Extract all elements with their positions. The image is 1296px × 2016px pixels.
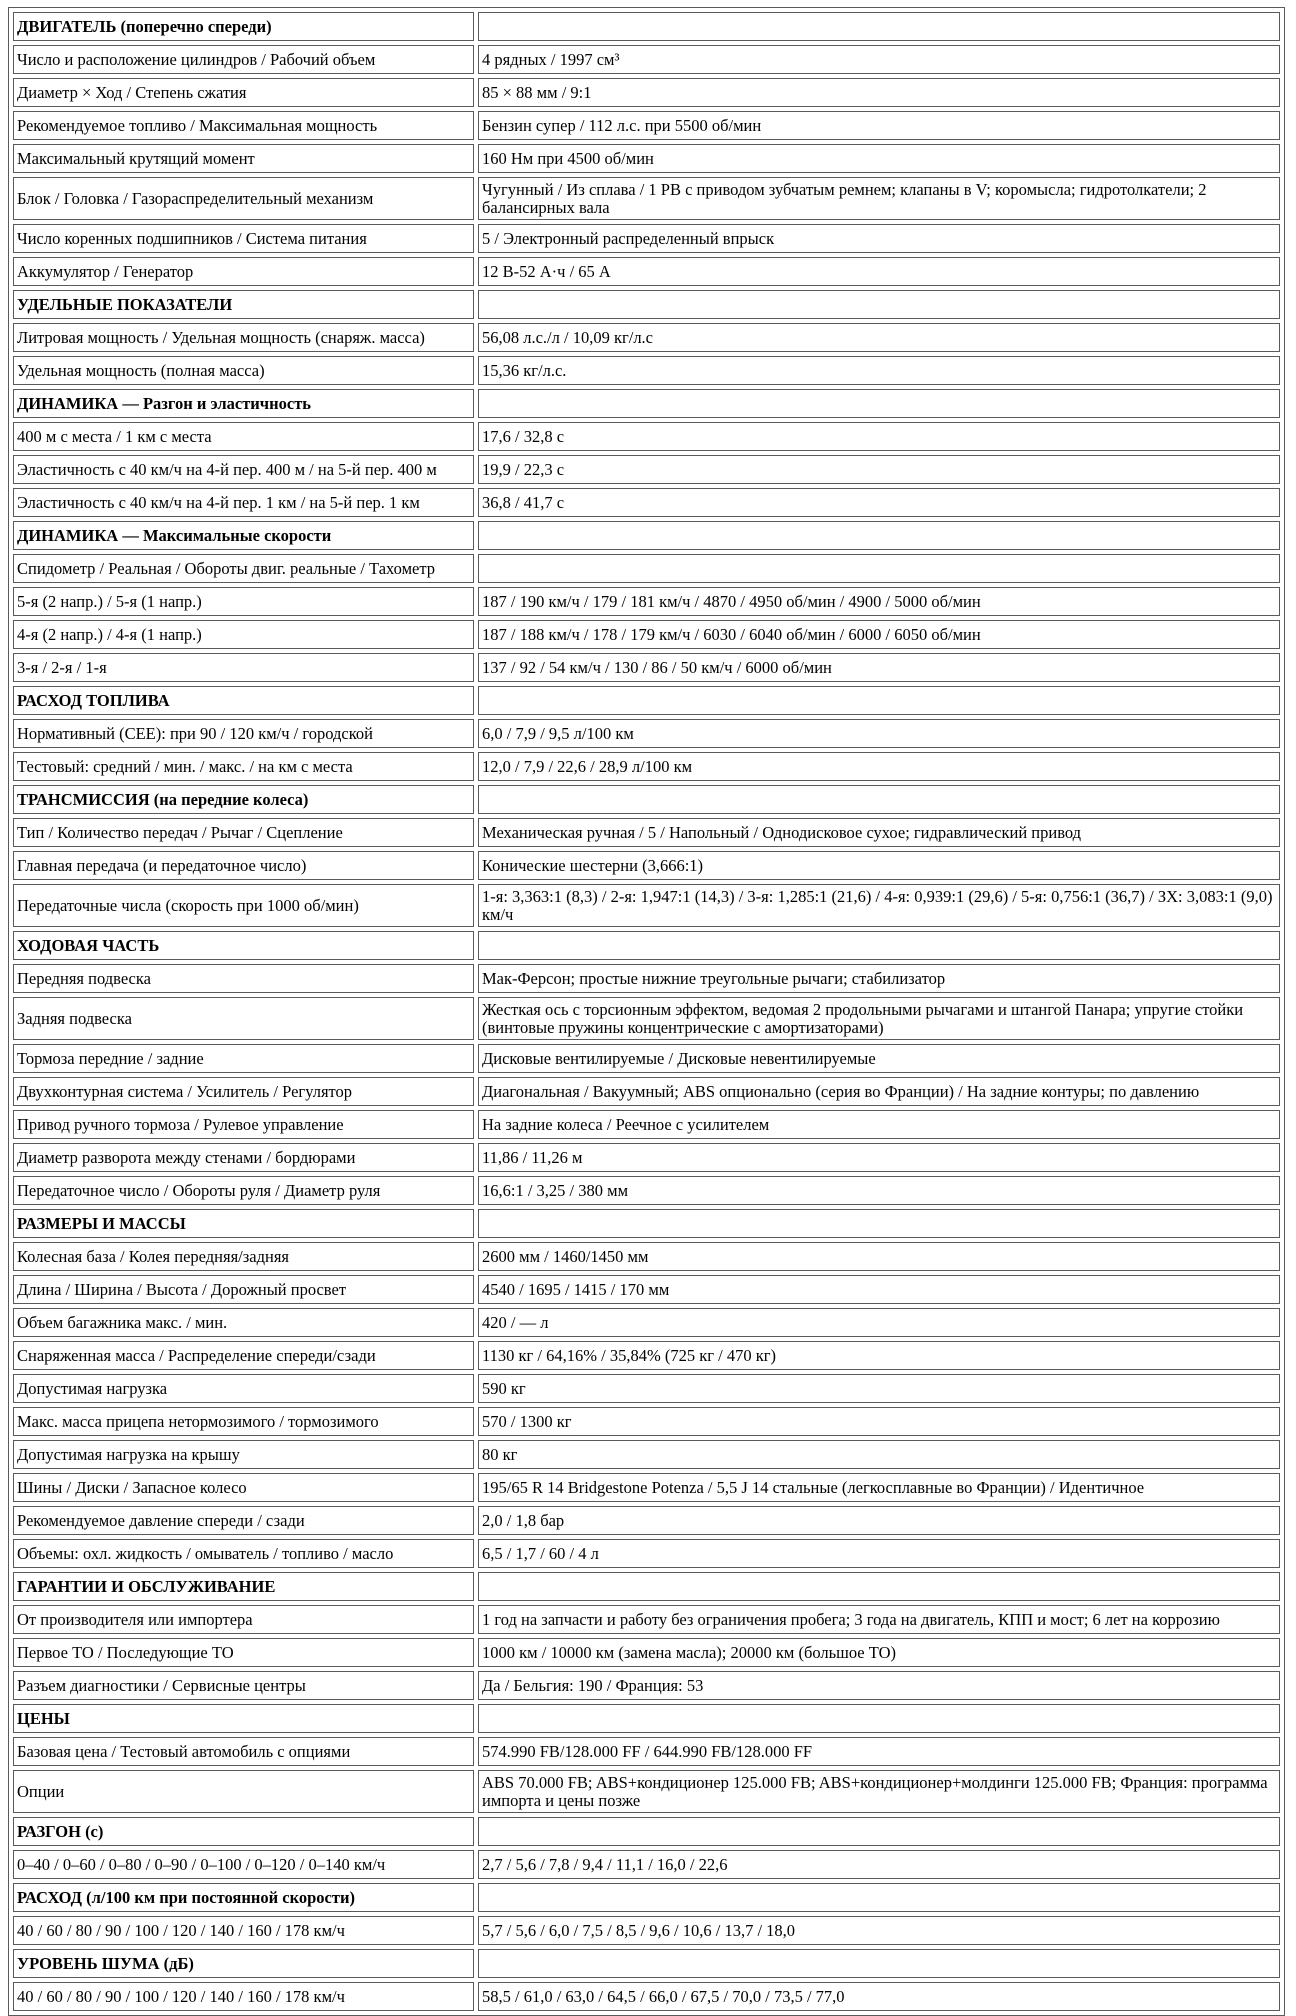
- spec-row: [13, 1308, 1280, 1337]
- spec-label: 3-я / 2-я / 1-я: [13, 653, 474, 682]
- spec-label: 40 / 60 / 80 / 90 / 100 / 120 / 140 / 160 / 178 км/ч: [13, 1916, 474, 1945]
- spec-value: 85 × 88 мм / 9:1: [478, 78, 1280, 107]
- spec-label: Главная передача (и передаточное число): [13, 851, 474, 880]
- spec-value: 4 рядных / 1997 см³: [478, 45, 1280, 74]
- section-title: ХОДОВАЯ ЧАСТЬ: [13, 931, 474, 960]
- spec-row: [13, 422, 1280, 451]
- section-header-row: [13, 931, 1280, 960]
- section-header-row: [13, 1209, 1280, 1238]
- spec-value: 574.990 FB/128.000 FF / 644.990 FB/128.000 FF: [478, 1737, 1280, 1766]
- spec-label: Литровая мощность / Удельная мощность (снаряж. масса): [13, 323, 474, 352]
- spec-label: 4-я (2 напр.) / 4-я (1 напр.): [13, 620, 474, 649]
- spec-row: [13, 45, 1280, 74]
- spec-row: [13, 1275, 1280, 1304]
- spec-value: Бензин супер / 112 л.с. при 5500 об/мин: [478, 111, 1280, 140]
- spec-label: Двухконтурная система / Усилитель / Регулятор: [13, 1077, 474, 1106]
- section-title: ТРАНСМИССИЯ (на передние колеса): [13, 785, 474, 814]
- spec-label: Передаточное число / Обороты руля / Диаметр руля: [13, 1176, 474, 1205]
- spec-value: Дисковые вентилируемые / Дисковые невентилируемые: [478, 1044, 1280, 1073]
- spec-row: [13, 997, 1280, 1040]
- spec-row: [13, 1850, 1280, 1879]
- spec-table-body: [13, 12, 1280, 2011]
- spec-value: 17,6 / 32,8 с: [478, 422, 1280, 451]
- spec-value: 4540 / 1695 / 1415 / 170 мм: [478, 1275, 1280, 1304]
- spec-label: Эластичность с 40 км/ч на 4-й пер. 400 м / на 5-й пер. 400 м: [13, 455, 474, 484]
- spec-value: 187 / 190 км/ч / 179 / 181 км/ч / 4870 / 4950 об/мин / 4900 / 5000 об/мин: [478, 587, 1280, 616]
- spec-row: [13, 78, 1280, 107]
- spec-row: [13, 1638, 1280, 1667]
- spec-value: ABS 70.000 FB; ABS+кондиционер 125.000 FB; ABS+кондиционер+молдинги 125.000 FB; Франция: программа импорта и цены позже: [478, 1770, 1280, 1813]
- spec-label: Максимальный крутящий момент: [13, 144, 474, 173]
- spec-value: 15,36 кг/л.с.: [478, 356, 1280, 385]
- section-empty-cell: [478, 1949, 1280, 1978]
- spec-row: [13, 323, 1280, 352]
- section-title: РАСХОД (л/100 км при постоянной скорости): [13, 1883, 474, 1912]
- spec-value: 11,86 / 11,26 м: [478, 1143, 1280, 1172]
- spec-label: Эластичность с 40 км/ч на 4-й пер. 1 км / на 5-й пер. 1 км: [13, 488, 474, 517]
- spec-value: Механическая ручная / 5 / Напольный / Однодисковое сухое; гидравлический привод: [478, 818, 1280, 847]
- section-title: РАСХОД ТОПЛИВА: [13, 686, 474, 715]
- section-header-row: [13, 785, 1280, 814]
- spec-value: Чугунный / Из сплава / 1 РВ с приводом зубчатым ремнем; клапаны в V; коромысла; гидротолкатели; 2 балансирных вала: [478, 177, 1280, 220]
- spec-value: 195/65 R 14 Bridgestone Potenza / 5,5 J 14 стальные (легкосплавные во Франции) / Идентичное: [478, 1473, 1280, 1502]
- spec-label: Нормативный (CEE): при 90 / 120 км/ч / городской: [13, 719, 474, 748]
- spec-value: Мак-Ферсон; простые нижние треугольные рычаги; стабилизатор: [478, 964, 1280, 993]
- spec-value: 1-я: 3,363:1 (8,3) / 2-я: 1,947:1 (14,3) / 3-я: 1,285:1 (21,6) / 4-я: 0,939:1 (29,6) / 5-я: 0,756:1 (36,7) / ЗХ: 3,083:1 (9,0) км/ч: [478, 884, 1280, 927]
- spec-label: Тестовый: средний / мин. / макс. / на км с места: [13, 752, 474, 781]
- spec-row: [13, 752, 1280, 781]
- spec-row: [13, 111, 1280, 140]
- section-title: РАЗГОН (с): [13, 1817, 474, 1846]
- section-empty-cell: [478, 1572, 1280, 1601]
- spec-row: [13, 653, 1280, 682]
- spec-row: [13, 1341, 1280, 1370]
- spec-label: 5-я (2 напр.) / 5-я (1 напр.): [13, 587, 474, 616]
- spec-row: [13, 964, 1280, 993]
- spec-value: 6,5 / 1,7 / 60 / 4 л: [478, 1539, 1280, 1568]
- spec-value: Диагональная / Вакуумный; ABS опционально (серия во Франции) / На задние контуры; по давлению: [478, 1077, 1280, 1106]
- section-header-row: [13, 1817, 1280, 1846]
- spec-row: [13, 1407, 1280, 1436]
- section-empty-cell: [478, 521, 1280, 550]
- spec-label: Допустимая нагрузка на крышу: [13, 1440, 474, 1469]
- spec-row: [13, 488, 1280, 517]
- spec-row: [13, 1506, 1280, 1535]
- spec-row: [13, 587, 1280, 616]
- spec-row: [13, 1044, 1280, 1073]
- spec-value: 58,5 / 61,0 / 63,0 / 64,5 / 66,0 / 67,5 / 70,0 / 73,5 / 77,0: [478, 1982, 1280, 2011]
- section-title: УРОВЕНЬ ШУМА (дБ): [13, 1949, 474, 1978]
- spec-label: Передняя подвеска: [13, 964, 474, 993]
- spec-label: Рекомендуемое давление спереди / сзади: [13, 1506, 474, 1535]
- spec-value: 137 / 92 / 54 км/ч / 130 / 86 / 50 км/ч / 6000 об/мин: [478, 653, 1280, 682]
- spec-value: 570 / 1300 кг: [478, 1407, 1280, 1436]
- spec-label: Удельная мощность (полная масса): [13, 356, 474, 385]
- spec-table: [8, 7, 1285, 2016]
- spec-label: Блок / Головка / Газораспределительный механизм: [13, 177, 474, 220]
- spec-row: [13, 1671, 1280, 1700]
- spec-label: Диаметр разворота между стенами / бордюрами: [13, 1143, 474, 1172]
- spec-row: [13, 554, 1280, 583]
- spec-row: [13, 620, 1280, 649]
- spec-row: [13, 144, 1280, 173]
- spec-row: [13, 177, 1280, 220]
- spec-row: [13, 1110, 1280, 1139]
- section-empty-cell: [478, 290, 1280, 319]
- spec-row: [13, 1473, 1280, 1502]
- spec-row: [13, 1982, 1280, 2011]
- spec-label: 400 м с места / 1 км с места: [13, 422, 474, 451]
- section-header-row: [13, 389, 1280, 418]
- section-title: УДЕЛЬНЫЕ ПОКАЗАТЕЛИ: [13, 290, 474, 319]
- spec-label: Макс. масса прицепа нетормозимого / тормозимого: [13, 1407, 474, 1436]
- spec-row: [13, 719, 1280, 748]
- spec-label: Число и расположение цилиндров / Рабочий объем: [13, 45, 474, 74]
- section-title: ГАРАНТИИ И ОБСЛУЖИВАНИЕ: [13, 1572, 474, 1601]
- spec-value: 1130 кг / 64,16% / 35,84% (725 кг / 470 кг): [478, 1341, 1280, 1370]
- spec-label: Спидометр / Реальная / Обороты двиг. реальные / Тахометр: [13, 554, 474, 583]
- section-empty-cell: [478, 1817, 1280, 1846]
- spec-value: 16,6:1 / 3,25 / 380 мм: [478, 1176, 1280, 1205]
- spec-row: [13, 356, 1280, 385]
- spec-label: Объемы: охл. жидкость / омыватель / топливо / масло: [13, 1539, 474, 1568]
- spec-value: 80 кг: [478, 1440, 1280, 1469]
- spec-label: Тормоза передние / задние: [13, 1044, 474, 1073]
- spec-label: Снаряженная масса / Распределение спереди/сзади: [13, 1341, 474, 1370]
- section-header-row: [13, 1883, 1280, 1912]
- section-empty-cell: [478, 785, 1280, 814]
- spec-row: [13, 1143, 1280, 1172]
- section-empty-cell: [478, 1883, 1280, 1912]
- spec-row: [13, 1737, 1280, 1766]
- spec-label: Колесная база / Колея передняя/задняя: [13, 1242, 474, 1271]
- spec-row: [13, 1539, 1280, 1568]
- spec-row: [13, 257, 1280, 286]
- spec-value: 12,0 / 7,9 / 22,6 / 28,9 л/100 км: [478, 752, 1280, 781]
- spec-row: [13, 1440, 1280, 1469]
- section-title: ДИНАМИКА — Максимальные скорости: [13, 521, 474, 550]
- section-header-row: [13, 12, 1280, 41]
- section-empty-cell: [478, 12, 1280, 41]
- spec-value: Конические шестерни (3,666:1): [478, 851, 1280, 880]
- spec-row: [13, 455, 1280, 484]
- section-header-row: [13, 290, 1280, 319]
- spec-label: 0–40 / 0–60 / 0–80 / 0–90 / 0–100 / 0–120 / 0–140 км/ч: [13, 1850, 474, 1879]
- spec-value: 5 / Электронный распределенный впрыск: [478, 224, 1280, 253]
- spec-value: На задние колеса / Реечное с усилителем: [478, 1110, 1280, 1139]
- spec-value: 187 / 188 км/ч / 178 / 179 км/ч / 6030 / 6040 об/мин / 6000 / 6050 об/мин: [478, 620, 1280, 649]
- spec-value: 2600 мм / 1460/1450 мм: [478, 1242, 1280, 1271]
- spec-label: Длина / Ширина / Высота / Дорожный просвет: [13, 1275, 474, 1304]
- section-header-row: [13, 1949, 1280, 1978]
- spec-row: [13, 1077, 1280, 1106]
- section-empty-cell: [478, 686, 1280, 715]
- section-header-row: [13, 1572, 1280, 1601]
- spec-value: Жесткая ось с торсионным эффектом, ведомая 2 продольными рычагами и штангой Панара; упругие стойки (винтовые пружины концентрические с амортизаторами): [478, 997, 1280, 1040]
- section-title: ЦЕНЫ: [13, 1704, 474, 1733]
- spec-label: Рекомендуемое топливо / Максимальная мощность: [13, 111, 474, 140]
- section-empty-cell: [478, 931, 1280, 960]
- section-empty-cell: [478, 1704, 1280, 1733]
- spec-row: [13, 1770, 1280, 1813]
- spec-label: Объем багажника макс. / мин.: [13, 1308, 474, 1337]
- section-header-row: [13, 686, 1280, 715]
- spec-label: Базовая цена / Тестовый автомобиль с опциями: [13, 1737, 474, 1766]
- spec-value: 12 В-52 А·ч / 65 А: [478, 257, 1280, 286]
- spec-label: Передаточные числа (скорость при 1000 об/мин): [13, 884, 474, 927]
- section-title: РАЗМЕРЫ И МАССЫ: [13, 1209, 474, 1238]
- spec-value: 160 Нм при 4500 об/мин: [478, 144, 1280, 173]
- spec-value: 36,8 / 41,7 с: [478, 488, 1280, 517]
- spec-value: 590 кг: [478, 1374, 1280, 1403]
- spec-row: [13, 884, 1280, 927]
- spec-value: 1000 км / 10000 км (замена масла); 20000 км (большое ТО): [478, 1638, 1280, 1667]
- spec-label: Первое ТО / Последующие ТО: [13, 1638, 474, 1667]
- spec-value: 19,9 / 22,3 с: [478, 455, 1280, 484]
- spec-value: Да / Бельгия: 190 / Франция: 53: [478, 1671, 1280, 1700]
- spec-label: Число коренных подшипников / Система питания: [13, 224, 474, 253]
- spec-row: [13, 1605, 1280, 1634]
- spec-value: [478, 554, 1280, 583]
- section-title: ДИНАМИКА — Разгон и эластичность: [13, 389, 474, 418]
- spec-value: 5,7 / 5,6 / 6,0 / 7,5 / 8,5 / 9,6 / 10,6 / 13,7 / 18,0: [478, 1916, 1280, 1945]
- spec-row: [13, 1242, 1280, 1271]
- spec-label: Аккумулятор / Генератор: [13, 257, 474, 286]
- section-title: ДВИГАТЕЛЬ (поперечно спереди): [13, 12, 474, 41]
- spec-label: Разъем диагностики / Сервисные центры: [13, 1671, 474, 1700]
- spec-row: [13, 818, 1280, 847]
- spec-row: [13, 1374, 1280, 1403]
- section-header-row: [13, 1704, 1280, 1733]
- spec-label: Привод ручного тормоза / Рулевое управление: [13, 1110, 474, 1139]
- spec-label: 40 / 60 / 80 / 90 / 100 / 120 / 140 / 160 / 178 км/ч: [13, 1982, 474, 2011]
- spec-row: [13, 224, 1280, 253]
- spec-label: Тип / Количество передач / Рычаг / Сцепление: [13, 818, 474, 847]
- section-empty-cell: [478, 389, 1280, 418]
- spec-value: 6,0 / 7,9 / 9,5 л/100 км: [478, 719, 1280, 748]
- spec-label: Диаметр × Ход / Степень сжатия: [13, 78, 474, 107]
- section-empty-cell: [478, 1209, 1280, 1238]
- section-header-row: [13, 521, 1280, 550]
- spec-row: [13, 1176, 1280, 1205]
- spec-value: 2,7 / 5,6 / 7,8 / 9,4 / 11,1 / 16,0 / 22,6: [478, 1850, 1280, 1879]
- spec-label: Задняя подвеска: [13, 997, 474, 1040]
- spec-value: 2,0 / 1,8 бар: [478, 1506, 1280, 1535]
- spec-row: [13, 1916, 1280, 1945]
- spec-label: От производителя или импортера: [13, 1605, 474, 1634]
- spec-label: Допустимая нагрузка: [13, 1374, 474, 1403]
- spec-row: [13, 851, 1280, 880]
- spec-value: 56,08 л.с./л / 10,09 кг/л.с: [478, 323, 1280, 352]
- spec-value: 1 год на запчасти и работу без ограничения пробега; 3 года на двигатель, КПП и мост; 6 лет на коррозию: [478, 1605, 1280, 1634]
- spec-label: Шины / Диски / Запасное колесо: [13, 1473, 474, 1502]
- spec-value: 420 / — л: [478, 1308, 1280, 1337]
- spec-label: Опции: [13, 1770, 474, 1813]
